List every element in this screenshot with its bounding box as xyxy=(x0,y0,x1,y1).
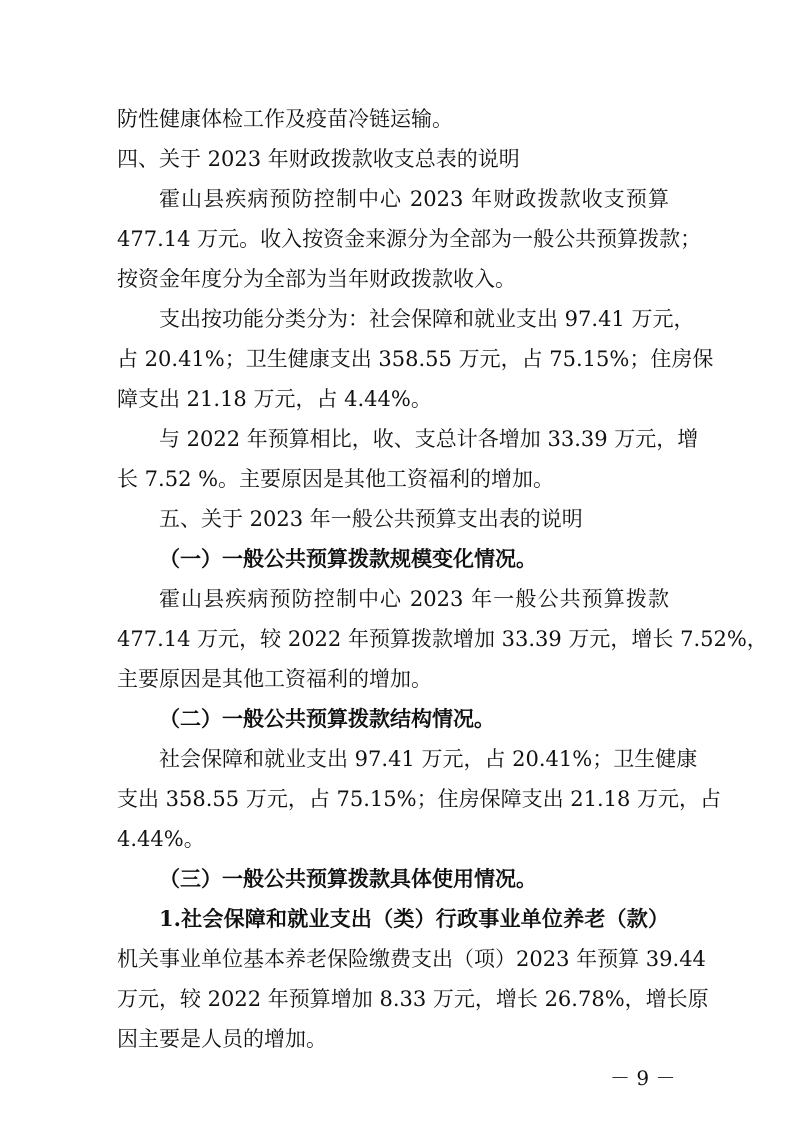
text-line-13: 霍山县疾病预防控制中心 2023 年一般公共预算拨款 xyxy=(159,587,669,611)
section-heading-5: 五、关于 2023 年一般公共预算支出表的说明 xyxy=(159,507,583,531)
text-line-8: 障支出 21.18 万元，占 4.44%。 xyxy=(117,387,432,411)
text-line-9: 与 2022 年预算相比，收、支总计各增加 33.39 万元，增 xyxy=(159,427,699,451)
text-line-23: 万元，较 2022 年预算增加 8.33 万元，增长 26.78%，增长原 xyxy=(117,987,709,1011)
section-heading-4: 四、关于 2023 年财政拨款收支总表的说明 xyxy=(117,147,520,171)
text-line-19: 4.44%。 xyxy=(117,827,205,851)
page-number: － 9 － xyxy=(610,1066,676,1090)
text-line-4: 477.14 万元。收入按资金来源分为全部为一般公共预算拨款； xyxy=(117,227,702,251)
text-line-1: 防性健康体检工作及疫苗冷链运输。 xyxy=(117,107,453,131)
subheading-3: （三）一般公共预算拨款具体使用情况。 xyxy=(159,866,537,891)
text-line-10: 长 7.52 %。主要原因是其他工资福利的增加。 xyxy=(117,467,555,491)
text-line-17: 社会保障和就业支出 97.41 万元，占 20.41%；卫生健康 xyxy=(159,747,698,771)
text-line-22: 机关事业单位基本养老保险缴费支出（项）2023 年预算 39.44 xyxy=(117,947,706,971)
text-line-6: 支出按功能分类分为：社会保障和就业支出 97.41 万元， xyxy=(159,307,695,331)
subheading-1: （一）一般公共预算拨款规模变化情况。 xyxy=(159,546,537,571)
text-line-3: 霍山县疾病预防控制中心 2023 年财政拨款收支预算 xyxy=(159,187,669,211)
text-line-14: 477.14 万元，较 2022 年预算拨款增加 33.39 万元，增长 7.52%， xyxy=(117,627,768,651)
text-line-7: 占 20.41%；卫生健康支出 358.55 万元，占 75.15%；住房保 xyxy=(117,347,714,371)
text-line-5: 按资金年度分为全部为当年财政拨款收入。 xyxy=(117,267,516,291)
text-line-24: 因主要是人员的增加。 xyxy=(117,1027,327,1051)
text-line-18: 支出 358.55 万元，占 75.15%；住房保障支出 21.18 万元，占 xyxy=(117,787,722,811)
subheading-2: （二）一般公共预算拨款结构情况。 xyxy=(159,706,495,731)
text-line-15: 主要原因是其他工资福利的增加。 xyxy=(117,667,432,691)
text-line-21: 1.社会保障和就业支出（类）行政事业单位养老（款） xyxy=(159,906,669,931)
